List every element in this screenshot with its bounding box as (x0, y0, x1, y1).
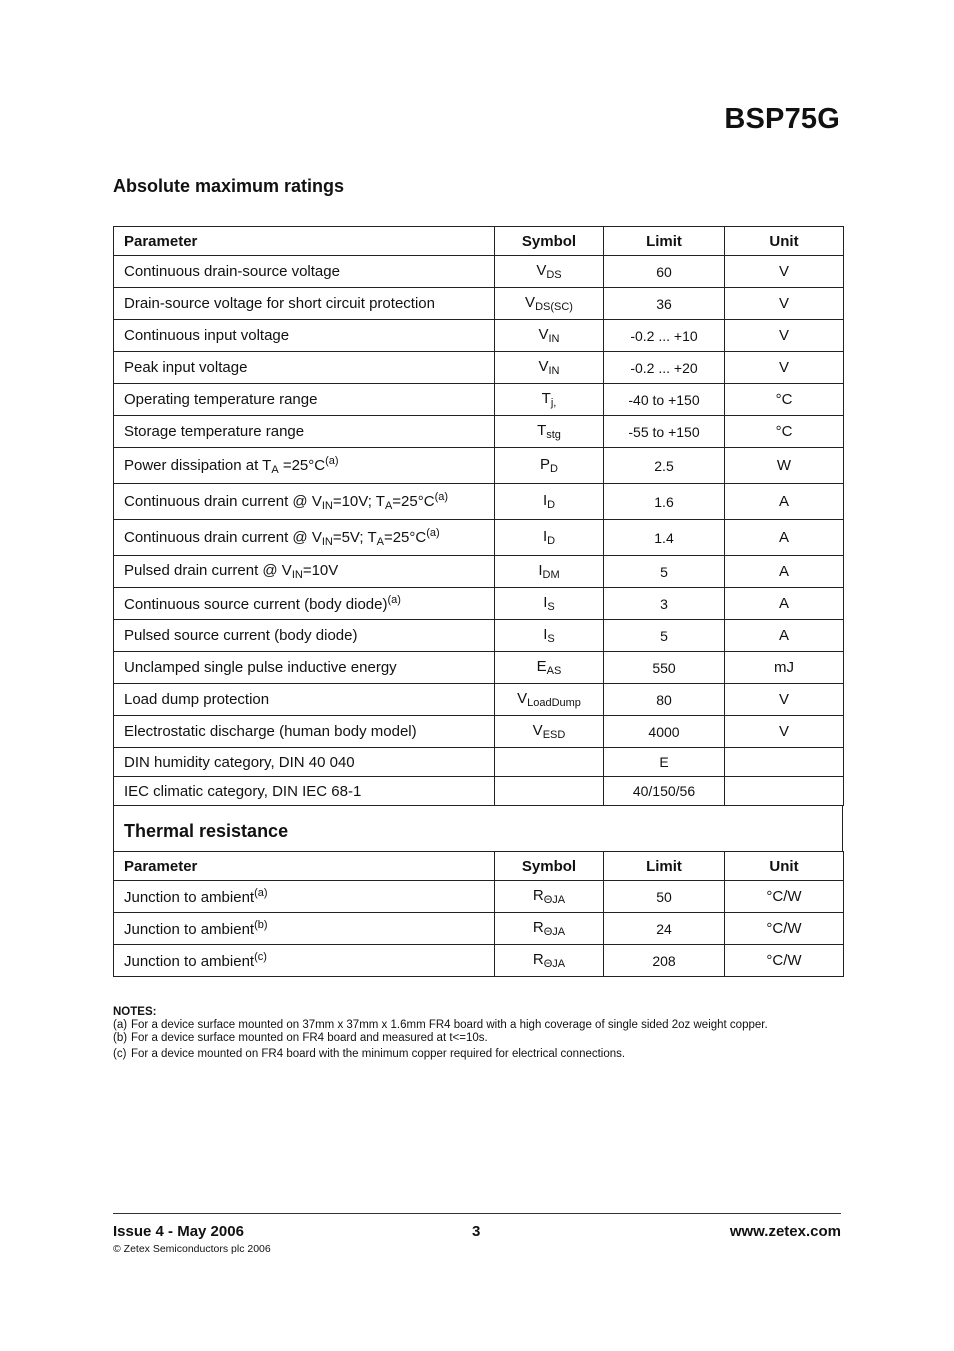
symbol-cell: $I_D$ (495, 520, 604, 556)
specs-table-container (113, 226, 842, 977)
unit-cell: V (725, 288, 844, 320)
limit-cell: 1.4 (604, 520, 725, 556)
symbol-cell: $R_{\Theta JA}$ (495, 945, 604, 977)
limit-cell: 24 (604, 913, 725, 945)
symbol-cell: $P_D$ (495, 448, 604, 484)
thermal-table (113, 851, 844, 977)
symbol-cell: $I_{DM}$ (495, 556, 604, 588)
note-text: For a device surface mounted on FR4 board and measured at t<=10s. (131, 1032, 488, 1044)
symbol-cell: $V_{IN}$ (495, 352, 604, 384)
note-text: For a device mounted on FR4 board with the minimum copper required for electrical connections. (131, 1048, 626, 1060)
limit-cell: -40 to +150 (604, 384, 725, 416)
symbol-cell: $V_{IN}$ (495, 320, 604, 352)
ratings-title: Absolute maximum ratings (113, 176, 345, 196)
limit-cell: E (604, 748, 725, 777)
notes-section (113, 1006, 848, 1061)
limit-cell: -55 to +150 (604, 416, 725, 448)
thermal-title: Thermal resistance (124, 821, 289, 841)
column-header-parameter: Parameter (114, 852, 495, 881)
param-cell: Junction to ambient$^{(a)}$ (114, 881, 495, 913)
param-cell: Continuous input voltage (114, 320, 495, 352)
note-label: (a) (113, 1019, 128, 1031)
unit-cell (725, 777, 844, 806)
symbol-cell: $I_S$ (495, 620, 604, 652)
unit-cell: A (725, 520, 844, 556)
symbol-cell: $I_D$ (495, 484, 604, 520)
unit-cell: A (725, 588, 844, 620)
limit-cell: 36 (604, 288, 725, 320)
table-row (114, 945, 844, 977)
part-number: BSP75G (724, 103, 840, 135)
table-row (114, 588, 844, 620)
unit-cell: mJ (725, 652, 844, 684)
unit-cell: A (725, 556, 844, 588)
param-cell: Junction to ambient$^{(c)}$ (114, 945, 495, 977)
column-header-unit: Unit (725, 852, 844, 881)
table-row (114, 256, 844, 288)
param-cell: Continuous drain current @ $V_{IN}=10V$; $T_A=25^\circ C^{(a)}$ (114, 484, 495, 520)
limit-cell: 50 (604, 881, 725, 913)
param-cell: Power dissipation at $T_A =25^\circ C^{(a)}$ (114, 448, 495, 484)
unit-cell: °C (725, 384, 844, 416)
param-cell: Continuous source current (body diode)$^{(a)}$ (114, 588, 495, 620)
param-cell: Electrostatic discharge (human body model) (114, 716, 495, 748)
table-row (114, 448, 844, 484)
note-item (113, 1019, 848, 1032)
column-header-parameter: Parameter (114, 227, 495, 256)
param-cell: Pulsed source current (body diode) (114, 620, 495, 652)
table-row (114, 416, 844, 448)
unit-cell: °C/W (725, 913, 844, 945)
unit-cell: V (725, 684, 844, 716)
table-row (114, 556, 844, 588)
limit-cell: -0.2 ... +10 (604, 320, 725, 352)
symbol-cell: $V_{DS}$ (495, 256, 604, 288)
symbol-cell: $T_{j,}$ (495, 384, 604, 416)
unit-cell: V (725, 352, 844, 384)
table-row (114, 652, 844, 684)
param-cell: Storage temperature range (114, 416, 495, 448)
param-cell: Pulsed drain current @ $V_{IN}=10V$ (114, 556, 495, 588)
column-header-limit: Limit (604, 227, 725, 256)
symbol-cell (495, 748, 604, 777)
symbol-cell: $T_{stg}$ (495, 416, 604, 448)
column-header-unit: Unit (725, 227, 844, 256)
column-header-limit: Limit (604, 852, 725, 881)
limit-cell: 208 (604, 945, 725, 977)
table-row (114, 913, 844, 945)
unit-cell: A (725, 620, 844, 652)
note-label: (c) (113, 1048, 127, 1060)
param-cell: IEC climatic category, DIN IEC 68-1 (114, 777, 495, 806)
param-cell: DIN humidity category, DIN 40 040 (114, 748, 495, 777)
table-row (114, 748, 844, 777)
unit-cell: V (725, 716, 844, 748)
table-row (114, 620, 844, 652)
unit-cell: A (725, 484, 844, 520)
limit-cell: 1.6 (604, 484, 725, 520)
symbol-cell: $R_{\Theta JA}$ (495, 913, 604, 945)
limit-cell: 3 (604, 588, 725, 620)
note-item (113, 1048, 848, 1061)
limit-cell: 5 (604, 556, 725, 588)
param-cell: Operating temperature range (114, 384, 495, 416)
limit-cell: 5 (604, 620, 725, 652)
ratings-table (113, 226, 844, 806)
column-header-symbol: Symbol (495, 852, 604, 881)
symbol-cell (495, 777, 604, 806)
note-text: For a device surface mounted on 37mm x 37mm x 1.6mm FR4 board with a high coverage of single sided 2oz weight copper. (131, 1019, 768, 1031)
notes-title: NOTES: (113, 1006, 157, 1018)
note-label: (b) (113, 1032, 128, 1044)
symbol-cell: $I_S$ (495, 588, 604, 620)
limit-cell: 80 (604, 684, 725, 716)
thermal-title-band (113, 806, 843, 851)
param-cell: Drain-source voltage for short circuit protection (114, 288, 495, 320)
symbol-cell: $E_{AS}$ (495, 652, 604, 684)
param-cell: Continuous drain current @ $V_{IN}=5V$; $T_A=25^\circ C^{(a)}$ (114, 520, 495, 556)
footer-issue: Issue 4 - May 2006 (113, 1223, 244, 1240)
table-row (114, 352, 844, 384)
symbol-cell: $R_{\Theta JA}$ (495, 881, 604, 913)
table-row (114, 716, 844, 748)
unit-cell: °C/W (725, 945, 844, 977)
unit-cell: V (725, 320, 844, 352)
table-row (114, 288, 844, 320)
param-cell: Unclamped single pulse inductive energy (114, 652, 495, 684)
table-row (114, 777, 844, 806)
table-row (114, 484, 844, 520)
page-number: 3 (472, 1223, 481, 1240)
table-row (114, 384, 844, 416)
table-row (114, 881, 844, 913)
param-cell: Peak input voltage (114, 352, 495, 384)
param-cell: Continuous drain-source voltage (114, 256, 495, 288)
param-cell: Load dump protection (114, 684, 495, 716)
limit-cell: 60 (604, 256, 725, 288)
footer-url-link[interactable]: www.zetex.com (729, 1223, 841, 1240)
unit-cell: °C/W (725, 881, 844, 913)
footer-copyright: © Zetex Semiconductors plc 2006 (113, 1243, 271, 1255)
table-row (114, 684, 844, 716)
param-cell: Junction to ambient$^{(b)}$ (114, 913, 495, 945)
note-item (113, 1032, 848, 1045)
footer-divider (113, 1213, 841, 1214)
unit-cell: °C (725, 416, 844, 448)
unit-cell: W (725, 448, 844, 484)
unit-cell (725, 748, 844, 777)
table-row (114, 520, 844, 556)
symbol-cell: $V_{DS(SC)}$ (495, 288, 604, 320)
symbol-cell: $V_{LoadDump}$ (495, 684, 604, 716)
limit-cell: -0.2 ... +20 (604, 352, 725, 384)
unit-cell: V (725, 256, 844, 288)
limit-cell: 4000 (604, 716, 725, 748)
symbol-cell: $V_{ESD}$ (495, 716, 604, 748)
limit-cell: 2.5 (604, 448, 725, 484)
limit-cell: 550 (604, 652, 725, 684)
table-row (114, 320, 844, 352)
column-header-symbol: Symbol (495, 227, 604, 256)
limit-cell: 40/150/56 (604, 777, 725, 806)
